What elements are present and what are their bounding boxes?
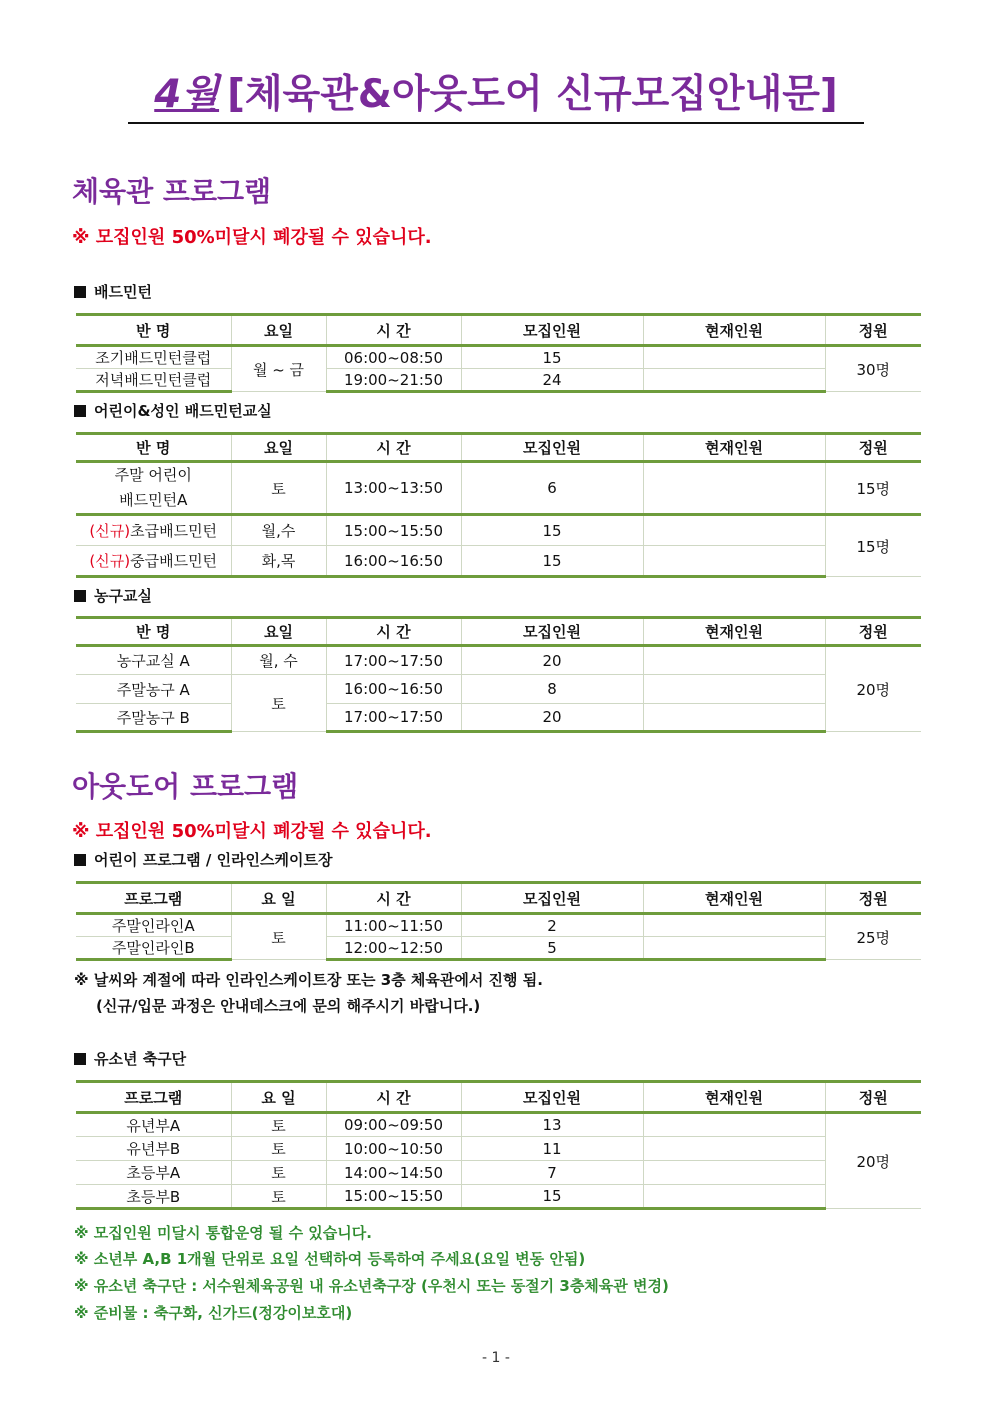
class-name: 주말인라인B bbox=[76, 937, 231, 960]
class-current bbox=[643, 937, 825, 960]
header-recruit: 모집인원 bbox=[461, 883, 643, 914]
class-day: 화,목 bbox=[231, 546, 326, 577]
table-row bbox=[76, 646, 921, 675]
class-name: 초등부A bbox=[76, 1161, 231, 1185]
class-current bbox=[643, 646, 825, 675]
class-current bbox=[643, 1185, 825, 1209]
new-badge: (신규) bbox=[89, 552, 131, 570]
table-row bbox=[76, 346, 921, 369]
header-current: 현재인원 bbox=[643, 434, 825, 462]
inline-note-1: ※ 날씨와 계절에 따라 인라인스케이트장 또는 3층 체육관에서 진행 됨. bbox=[74, 971, 543, 989]
class-day: 월 ~ 금 bbox=[231, 346, 326, 392]
class-recruit: 2 bbox=[461, 914, 643, 937]
class-name: 조기배드민턴클럽 bbox=[76, 346, 231, 369]
class-day: 토 bbox=[231, 1137, 326, 1161]
class-recruit: 8 bbox=[461, 675, 643, 704]
header-time: 시 간 bbox=[326, 1082, 461, 1113]
class-time: 09:00~09:50 bbox=[326, 1113, 461, 1137]
header-time: 시 간 bbox=[326, 883, 461, 914]
class-current bbox=[643, 546, 825, 577]
class-capacity: 15명 bbox=[825, 515, 921, 577]
table-row bbox=[76, 462, 921, 515]
header-capacity: 정원 bbox=[825, 315, 921, 346]
square-bullet-icon bbox=[74, 1053, 86, 1065]
header-current: 현재인원 bbox=[643, 1082, 825, 1113]
table-row bbox=[76, 704, 921, 732]
class-recruit: 13 bbox=[461, 1113, 643, 1137]
header-day: 요 일 bbox=[231, 883, 326, 914]
class-day: 토 bbox=[231, 675, 326, 732]
inline-table bbox=[76, 881, 921, 961]
title-text: [체육관&아웃도어 신규모집안내문] bbox=[227, 72, 838, 117]
square-bullet-icon bbox=[74, 854, 86, 866]
class-recruit: 7 bbox=[461, 1161, 643, 1185]
class-capacity: 25명 bbox=[825, 914, 921, 960]
class-name: 주말 어린이 배드민턴A bbox=[76, 462, 231, 515]
gym-warning: ※ 모집인원 50%미달시 폐강될 수 있습니다. bbox=[72, 227, 432, 248]
header-class-name: 반 명 bbox=[76, 315, 231, 346]
class-day: 토 bbox=[231, 1185, 326, 1209]
outdoor-warning: ※ 모집인원 50%미달시 폐강될 수 있습니다. bbox=[72, 821, 432, 842]
table-row bbox=[76, 937, 921, 960]
soccer-label: 유소년 축구단 bbox=[74, 1048, 186, 1069]
header-day: 요일 bbox=[231, 618, 326, 646]
class-capacity: 20명 bbox=[825, 646, 921, 732]
page-title bbox=[128, 70, 864, 124]
outdoor-section-heading: 아웃도어 프로그램 bbox=[72, 770, 299, 803]
soccer-note-1: ※ 모집인원 미달시 통합운영 될 수 있습니다. bbox=[74, 1224, 372, 1242]
header-capacity: 정원 bbox=[825, 1082, 921, 1113]
class-day: 토 bbox=[231, 1161, 326, 1185]
class-capacity: 15명 bbox=[825, 462, 921, 515]
table-header-row bbox=[76, 883, 921, 914]
inline-note-2: (신규/입문 과정은 안내데스크에 문의 해주시기 바랍니다.) bbox=[96, 997, 481, 1015]
header-program: 프로그램 bbox=[76, 883, 231, 914]
table-header-row bbox=[76, 1082, 921, 1113]
basketball-table bbox=[76, 616, 921, 733]
class-recruit: 5 bbox=[461, 937, 643, 960]
class-time: 06:00~08:50 bbox=[326, 346, 461, 369]
class-recruit: 15 bbox=[461, 515, 643, 546]
class-name: 유년부B bbox=[76, 1137, 231, 1161]
header-day: 요일 bbox=[231, 434, 326, 462]
class-name: (신규)중급배드민턴 bbox=[76, 546, 231, 577]
square-bullet-icon bbox=[74, 590, 86, 602]
class-recruit: 6 bbox=[461, 462, 643, 515]
badminton-table bbox=[76, 313, 921, 393]
table-row bbox=[76, 1137, 921, 1161]
class-time: 12:00~12:50 bbox=[326, 937, 461, 960]
header-class-name: 반 명 bbox=[76, 434, 231, 462]
class-recruit: 24 bbox=[461, 369, 643, 392]
header-recruit: 모집인원 bbox=[461, 618, 643, 646]
header-time: 시 간 bbox=[326, 618, 461, 646]
badminton-class-label: 어린이&성인 배드민턴교실 bbox=[74, 400, 272, 421]
header-recruit: 모집인원 bbox=[461, 1082, 643, 1113]
header-program: 프로그램 bbox=[76, 1082, 231, 1113]
class-name: 농구교실 A bbox=[76, 646, 231, 675]
table-row bbox=[76, 369, 921, 392]
square-bullet-icon bbox=[74, 286, 86, 298]
table-row bbox=[76, 546, 921, 577]
class-time: 11:00~11:50 bbox=[326, 914, 461, 937]
header-capacity: 정원 bbox=[825, 434, 921, 462]
table-header-row bbox=[76, 618, 921, 646]
class-time: 16:00~16:50 bbox=[326, 675, 461, 704]
class-name: 초등부B bbox=[76, 1185, 231, 1209]
class-current bbox=[643, 346, 825, 369]
class-current bbox=[643, 515, 825, 546]
page-number: - 1 - bbox=[482, 1350, 510, 1366]
soccer-table bbox=[76, 1080, 921, 1210]
header-time: 시 간 bbox=[326, 315, 461, 346]
table-row bbox=[76, 515, 921, 546]
header-capacity: 정원 bbox=[825, 883, 921, 914]
class-name: 유년부A bbox=[76, 1113, 231, 1137]
class-capacity: 20명 bbox=[825, 1113, 921, 1209]
class-name: 주말농구 B bbox=[76, 704, 231, 732]
class-current bbox=[643, 1113, 825, 1137]
class-day: 토 bbox=[231, 1113, 326, 1137]
badminton-class-table bbox=[76, 432, 921, 578]
table-row bbox=[76, 1113, 921, 1137]
class-current bbox=[643, 675, 825, 704]
header-current: 현재인원 bbox=[643, 618, 825, 646]
header-current: 현재인원 bbox=[643, 315, 825, 346]
table-header-row bbox=[76, 434, 921, 462]
class-recruit: 20 bbox=[461, 704, 643, 732]
class-name: 주말농구 A bbox=[76, 675, 231, 704]
class-current bbox=[643, 704, 825, 732]
class-recruit: 20 bbox=[461, 646, 643, 675]
class-time: 10:00~10:50 bbox=[326, 1137, 461, 1161]
class-name: 저녁배드민턴클럽 bbox=[76, 369, 231, 392]
class-current bbox=[643, 369, 825, 392]
table-row bbox=[76, 1185, 921, 1209]
header-recruit: 모집인원 bbox=[461, 434, 643, 462]
class-time: 16:00~16:50 bbox=[326, 546, 461, 577]
gym-section-heading: 체육관 프로그램 bbox=[72, 175, 272, 208]
header-capacity: 정원 bbox=[825, 618, 921, 646]
table-row bbox=[76, 1161, 921, 1185]
class-current bbox=[643, 914, 825, 937]
header-time: 시 간 bbox=[326, 434, 461, 462]
class-time: 17:00~17:50 bbox=[326, 704, 461, 732]
class-time: 19:00~21:50 bbox=[326, 369, 461, 392]
class-day: 월, 수 bbox=[231, 646, 326, 675]
soccer-note-2: ※ 소년부 A,B 1개월 단위로 요일 선택하여 등록하여 주세요(요일 변동 안됨) bbox=[74, 1250, 586, 1268]
title-month: 4월 bbox=[154, 72, 220, 117]
soccer-note-4: ※ 준비물 : 축구화, 신가드(정강이보호대) bbox=[74, 1304, 353, 1322]
class-recruit: 15 bbox=[461, 1185, 643, 1209]
class-time: 15:00~15:50 bbox=[326, 515, 461, 546]
class-time: 17:00~17:50 bbox=[326, 646, 461, 675]
class-day: 토 bbox=[231, 462, 326, 515]
class-day: 토 bbox=[231, 914, 326, 960]
inline-label: 어린이 프로그램 / 인라인스케이트장 bbox=[74, 849, 333, 870]
class-recruit: 11 bbox=[461, 1137, 643, 1161]
class-name: (신규)초급배드민턴 bbox=[76, 515, 231, 546]
new-badge: (신규) bbox=[89, 522, 131, 540]
header-current: 현재인원 bbox=[643, 883, 825, 914]
class-time: 13:00~13:50 bbox=[326, 462, 461, 515]
class-time: 15:00~15:50 bbox=[326, 1185, 461, 1209]
table-header-row bbox=[76, 315, 921, 346]
table-row bbox=[76, 675, 921, 704]
soccer-note-3: ※ 유소년 축구단 : 서수원체육공원 내 유소년축구장 (우천시 또는 동절기 3층체육관 변경) bbox=[74, 1277, 669, 1295]
basketball-label: 농구교실 bbox=[74, 585, 152, 606]
header-class-name: 반 명 bbox=[76, 618, 231, 646]
header-day: 요일 bbox=[231, 315, 326, 346]
class-recruit: 15 bbox=[461, 346, 643, 369]
badminton-label: 배드민턴 bbox=[74, 281, 152, 302]
class-time: 14:00~14:50 bbox=[326, 1161, 461, 1185]
class-capacity: 30명 bbox=[825, 346, 921, 392]
header-day: 요 일 bbox=[231, 1082, 326, 1113]
class-name: 주말인라인A bbox=[76, 914, 231, 937]
class-recruit: 15 bbox=[461, 546, 643, 577]
class-current bbox=[643, 1137, 825, 1161]
class-day: 월,수 bbox=[231, 515, 326, 546]
class-current bbox=[643, 1161, 825, 1185]
header-recruit: 모집인원 bbox=[461, 315, 643, 346]
class-current bbox=[643, 462, 825, 515]
square-bullet-icon bbox=[74, 405, 86, 417]
table-row bbox=[76, 914, 921, 937]
